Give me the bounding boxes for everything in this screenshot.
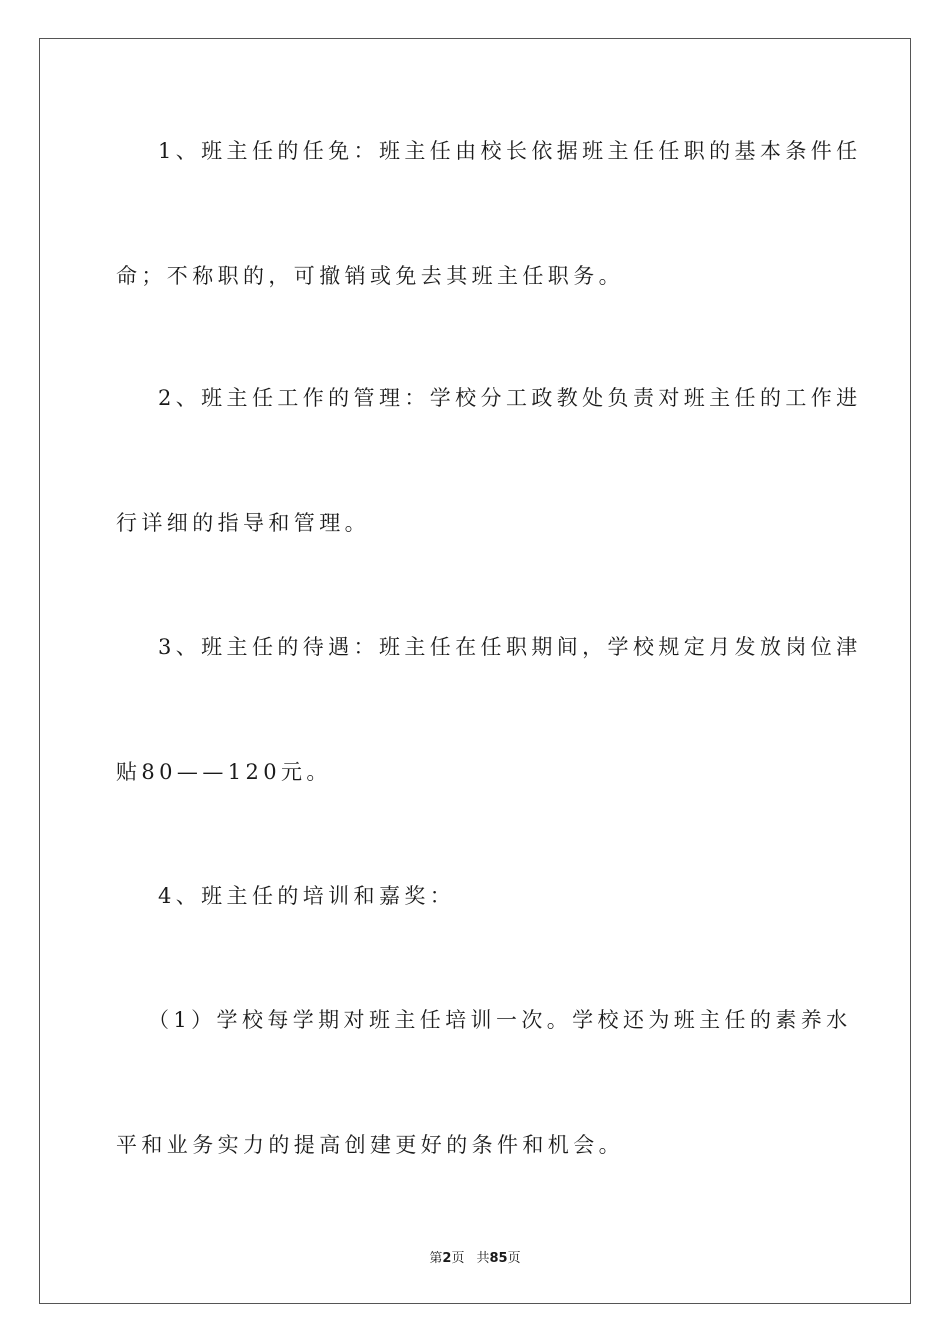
paragraph-2-line-1: 2、班主任工作的管理：学校分工政教处负责对班主任的工作进 xyxy=(158,386,862,410)
paragraph-5-line-2: 平和业务实力的提高创建更好的条件和机会。 xyxy=(116,1133,624,1157)
paragraph-5-line-1: （1）学校每学期对班主任培训一次。学校还为班主任的素养水 xyxy=(148,1008,852,1032)
footer-page-prefix: 第 xyxy=(429,1251,443,1266)
paragraph-4-heading: 4、班主任的培训和嘉奖： xyxy=(158,884,456,908)
paragraph-3-line-2: 贴80——120元。 xyxy=(116,760,332,784)
footer-total-suffix: 页 xyxy=(507,1251,521,1266)
paragraph-1-line-2: 命；不称职的，可撤销或免去其班主任职务。 xyxy=(116,264,624,288)
paragraph-1-line-1: 1、班主任的任免：班主任由校长依据班主任任职的基本条件任 xyxy=(158,139,862,163)
paragraph-3-line-1: 3、班主任的待遇：班主任在任职期间，学校规定月发放岗位津 xyxy=(158,635,862,659)
footer-total-prefix: 共 xyxy=(476,1251,490,1266)
paragraph-2-line-2: 行详细的指导和管理。 xyxy=(116,511,370,535)
footer-total-pages: 85 xyxy=(489,1251,508,1266)
footer-page-suffix: 页 xyxy=(451,1251,465,1266)
page-border xyxy=(39,38,911,1304)
page-footer xyxy=(0,1247,950,1266)
footer-page-number: 2 xyxy=(442,1251,452,1266)
